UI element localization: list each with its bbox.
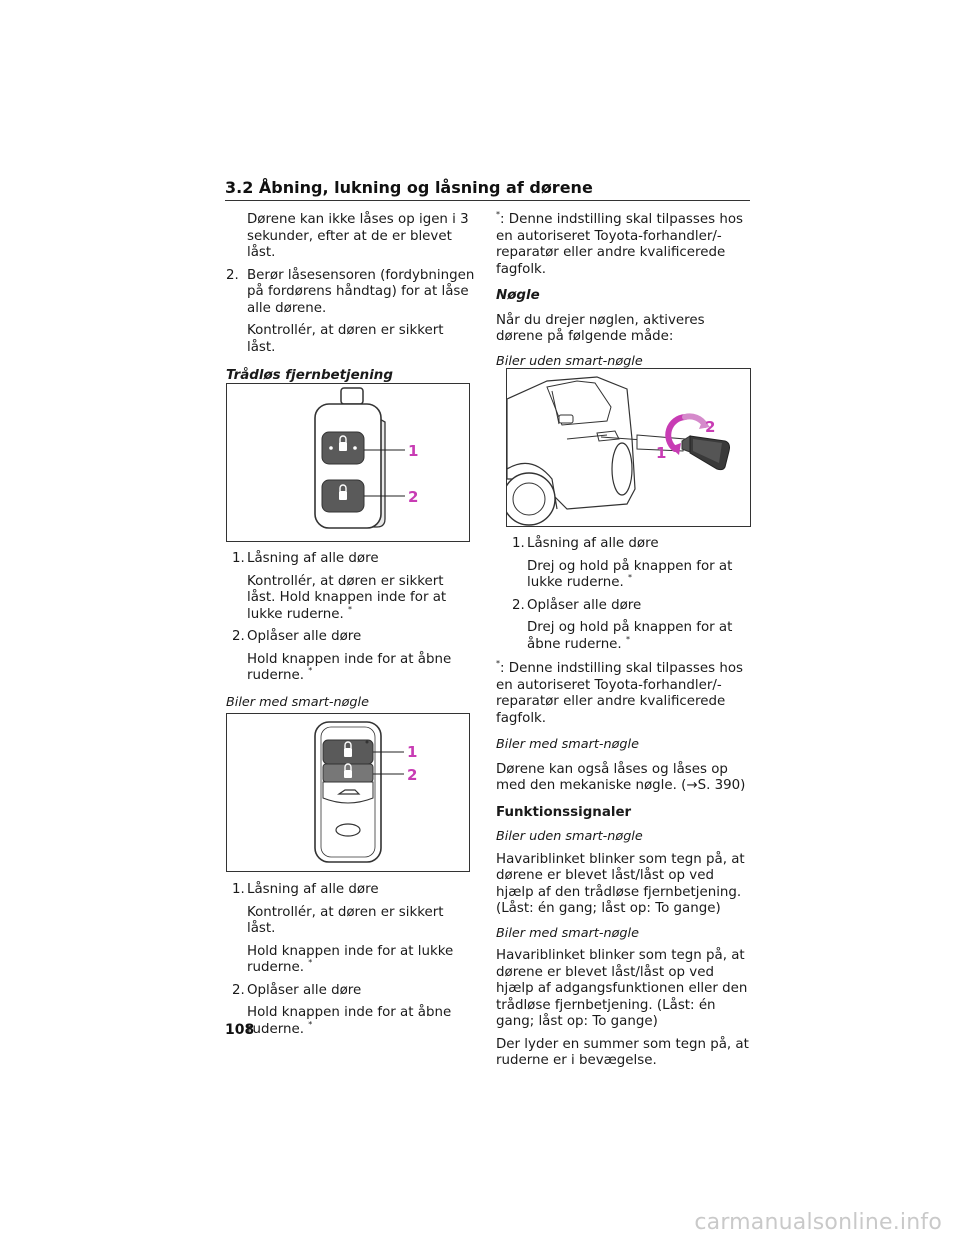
paragraph: Havariblinket blinker som tegn på, at dørene er blevet låst/låst op ved hjælp af adgangsfunktionen eller den trådløse fjernbetjening. (Låst: én gang; låst op: To gange) bbox=[496, 948, 748, 1029]
list-subtext: Hold knappen inde for at lukke ruderne. * bbox=[247, 943, 454, 975]
left-column-mid bbox=[226, 551, 476, 717]
footnote: *: Denne indstilling skal tilpasses hos en autoriseret Toyota-forhandler/-reparatør eller andre kvalificerede fagfolk. bbox=[496, 210, 743, 277]
list-text: Oplåser alle døre bbox=[527, 597, 642, 613]
section-heading: Nøgle bbox=[496, 288, 540, 303]
list-text: Oplåser alle døre bbox=[247, 629, 362, 644]
subheading: Biler uden smart-nøgle bbox=[496, 353, 643, 369]
list-number: 2. bbox=[512, 597, 525, 613]
paragraph: Dørene kan også låses og låses op med den mekaniske nøgle. (→S. 390) bbox=[496, 761, 746, 793]
list-subtext: Hold knappen inde for at åbne ruderne. * bbox=[247, 651, 452, 683]
door-key-illustration bbox=[507, 369, 750, 526]
list-subtext: Drej og hold på knappen for at åbne ruderne. * bbox=[527, 620, 733, 652]
figure-remote-key bbox=[226, 383, 470, 542]
callout-2: 2 bbox=[705, 418, 716, 436]
list-subtext: Kontrollér, at døren er sikkert låst. Hold knappen inde for at lukke ruderne. * bbox=[247, 573, 447, 622]
callout-1: 1 bbox=[407, 743, 418, 761]
smart-key-illustration bbox=[227, 714, 469, 871]
figure-door-key bbox=[506, 368, 751, 527]
list-number: 1. bbox=[232, 551, 245, 566]
paragraph: Der lyder en summer som tegn på, at ruderne er i bevægelse. bbox=[496, 1036, 749, 1068]
right-column-bottom bbox=[496, 536, 751, 1076]
subheading: Biler med smart-nøgle bbox=[496, 737, 639, 752]
list-subtext: Kontrollér, at døren er sikkert låst. bbox=[247, 904, 444, 936]
page-number: 108 bbox=[225, 1022, 255, 1038]
list-number: 1. bbox=[232, 882, 245, 897]
section-header: 3.2 Åbning, lukning og låsning af dørene bbox=[225, 178, 750, 201]
list-text: Oplåser alle døre bbox=[247, 982, 362, 998]
list-item bbox=[232, 551, 476, 568]
subheading: Biler med smart-nøgle bbox=[496, 925, 639, 941]
list-subtext: Hold knappen inde for at åbne ruderne. * bbox=[247, 1005, 452, 1037]
figure-smart-key bbox=[226, 713, 470, 872]
paragraph: Når du drejer nøglen, aktiveres dørene på følgende måde: bbox=[496, 312, 705, 344]
footnote: *: Denne indstilling skal tilpasses hos en autoriseret Toyota-forhandler/-reparatør eller andre kvalificerede fagfolk. bbox=[496, 659, 743, 726]
subheading: Biler med smart-nøgle bbox=[226, 694, 369, 710]
list-subtext: Kontrollér, at døren er sikkert låst. bbox=[247, 323, 444, 355]
watermark: carmanualsonline.info bbox=[694, 1210, 942, 1235]
section-heading: Funktionssignaler bbox=[496, 804, 632, 820]
section-heading: Trådløs fjernbetjening bbox=[226, 368, 393, 383]
subheading: Biler uden smart-nøgle bbox=[496, 829, 643, 844]
list-item bbox=[226, 268, 476, 318]
callout-2: 2 bbox=[407, 766, 418, 784]
callout-1: 1 bbox=[408, 442, 419, 460]
list-text: Berør låsesensoren (fordybningen på fordørens håndtag) for at låse alle dørene. bbox=[247, 267, 475, 316]
list-item bbox=[232, 882, 476, 899]
list-number: 2. bbox=[226, 267, 239, 283]
list-item bbox=[232, 629, 476, 646]
list-item bbox=[232, 983, 476, 1000]
remote-key-illustration bbox=[227, 384, 469, 541]
list-item bbox=[512, 598, 751, 615]
callout-2: 2 bbox=[408, 488, 419, 506]
list-text: Låsning af alle døre bbox=[247, 551, 379, 566]
list-subtext: Drej og hold på knappen for at lukke ruderne. * bbox=[527, 558, 733, 590]
list-number: 1. bbox=[512, 536, 525, 551]
list-item bbox=[512, 536, 751, 553]
list-text: Låsning af alle døre bbox=[527, 536, 659, 551]
list-text: Låsning af alle døre bbox=[247, 882, 379, 897]
paragraph-continued: Dørene kan ikke låses op igen i 3 sekunder, efter at de er blevet låst. bbox=[247, 212, 469, 260]
list-number: 2. bbox=[232, 629, 245, 644]
list-number: 2. bbox=[232, 982, 245, 998]
left-column-bottom bbox=[226, 882, 476, 1044]
paragraph: Havariblinket blinker som tegn på, at dørene er blevet låst/låst op ved hjælp af den trådløse fjernbetjening. (Låst: én gang; låst op: To gange) bbox=[496, 851, 745, 916]
right-column-top bbox=[496, 212, 751, 376]
callout-1: 1 bbox=[656, 444, 667, 462]
